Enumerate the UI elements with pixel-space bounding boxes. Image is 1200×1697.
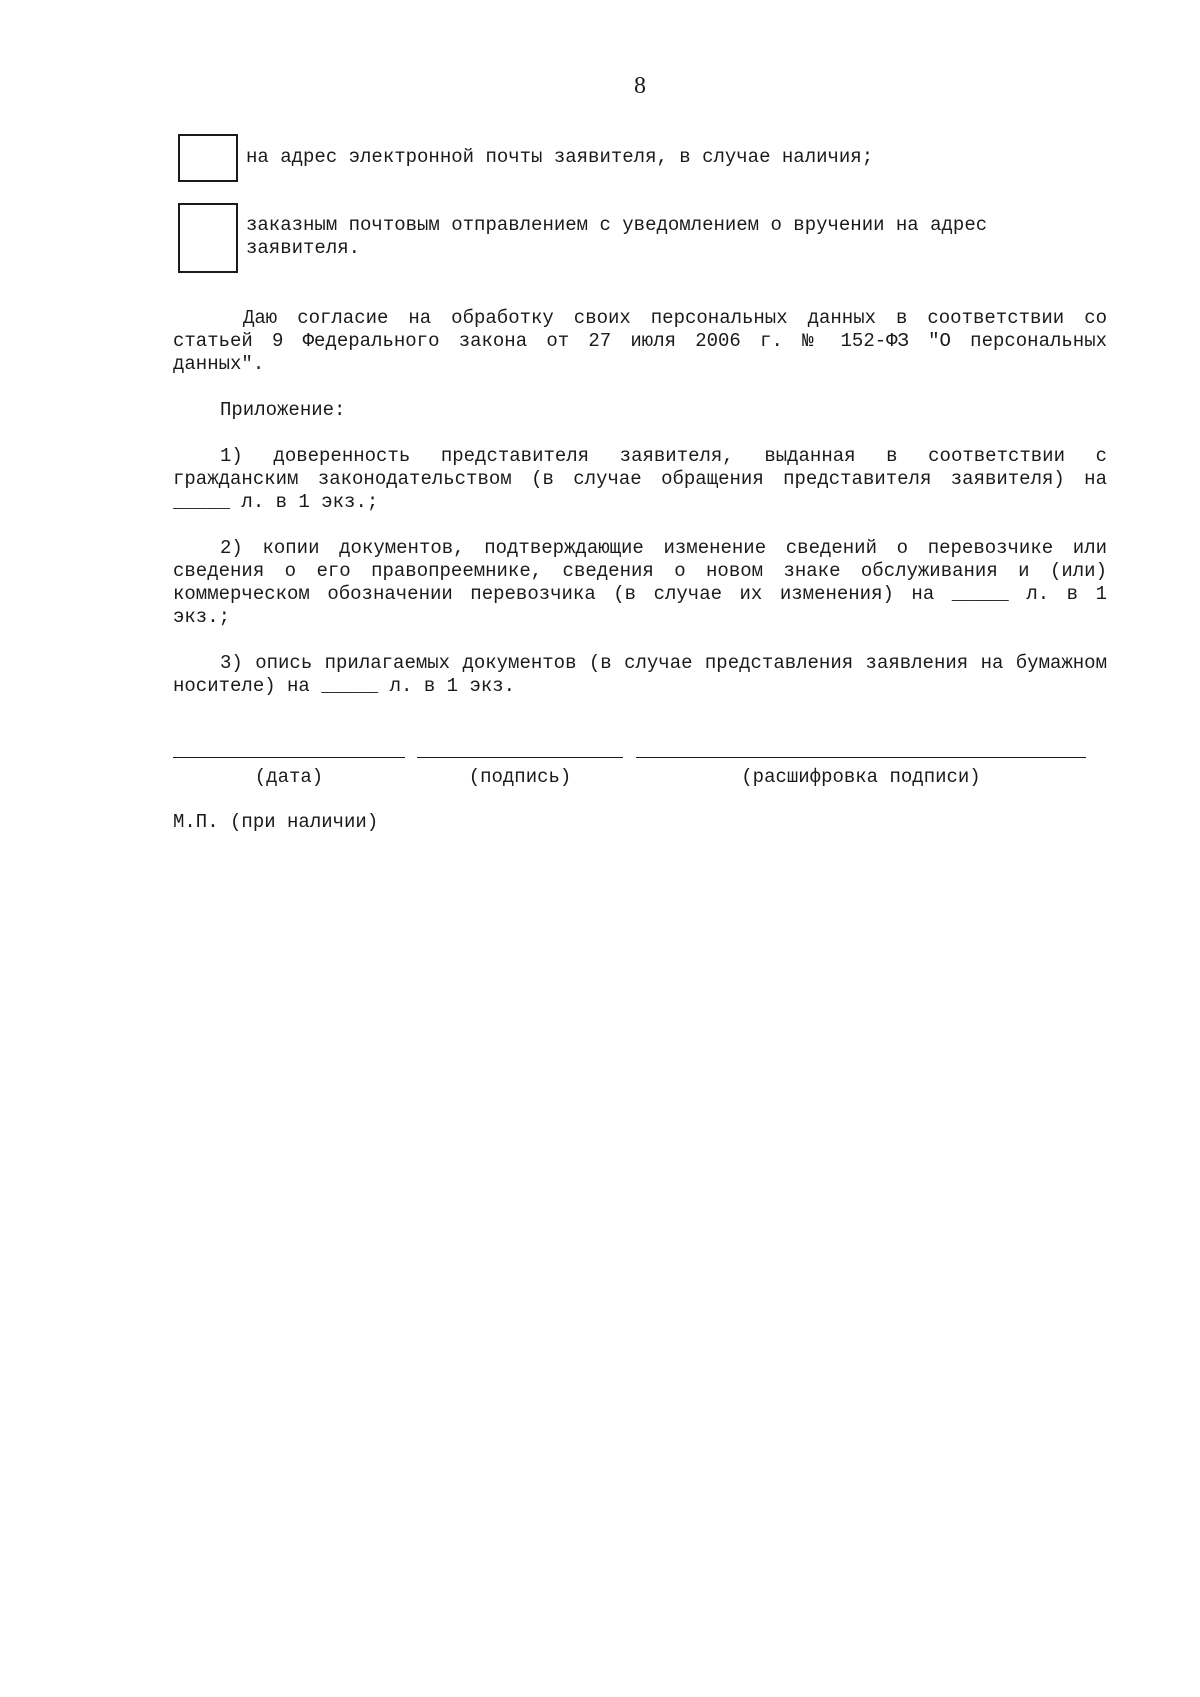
email-delivery-label: на адрес электронной почты заявителя, в случае наличия; xyxy=(246,146,874,168)
attachment-item-2 xyxy=(173,537,1107,629)
email-delivery-checkbox[interactable] xyxy=(178,134,238,182)
attachment-1-pages-blank[interactable]: _____ xyxy=(173,491,231,513)
attachment-1-suffix: л. в 1 экз.; xyxy=(241,491,379,513)
signature-label: (подпись) xyxy=(468,766,572,788)
attachment-item-1 xyxy=(173,445,1107,514)
signature-line[interactable] xyxy=(417,757,623,758)
attachment-2-suffix: л. в 1 экз.; xyxy=(173,583,1107,628)
attachment-2-pages-blank[interactable]: _____ xyxy=(951,583,1009,605)
attachment-1-text: 1) доверенность представителя заявителя, выданная в соответствии с гражданским законодательством (в случае обращения представителя заявителя) на xyxy=(173,445,1107,490)
mail-delivery-checkbox[interactable] xyxy=(178,203,238,273)
page-number: 8 xyxy=(634,73,646,99)
attachment-3-text: 3) опись прилагаемых документов (в случае представления заявления на бумажном носителе) на xyxy=(173,652,1107,697)
attachments-heading: Приложение: xyxy=(220,399,346,421)
attachment-item-3 xyxy=(173,652,1107,698)
attachment-2-text: 2) копии документов, подтверждающие изменение сведений о перевозчике или сведения о его правопреемнике, сведения о новом знаке обслуживания и (или) коммерческом обозначении перевозчика (в случае их изменения) на xyxy=(173,537,1107,605)
date-line[interactable] xyxy=(173,757,405,758)
date-label: (дата) xyxy=(254,766,324,788)
signature-decode-label: (расшифровка подписи) xyxy=(741,766,981,788)
stamp-note: М.П. (при наличии) xyxy=(173,811,379,833)
attachment-3-pages-blank[interactable]: _____ xyxy=(321,675,379,697)
consent-paragraph: Даю согласие на обработку своих персональных данных в соответствии со статьей 9 Федерального закона от 27 июля 2006 г. № 152-ФЗ "О персональных данных". xyxy=(173,307,1107,375)
signature-decode-line[interactable] xyxy=(636,757,1086,758)
attachment-3-suffix: л. в 1 экз. xyxy=(389,675,516,697)
mail-delivery-label: заказным почтовым отправлением с уведомлением о вручении на адрес заявителя. xyxy=(246,214,988,259)
